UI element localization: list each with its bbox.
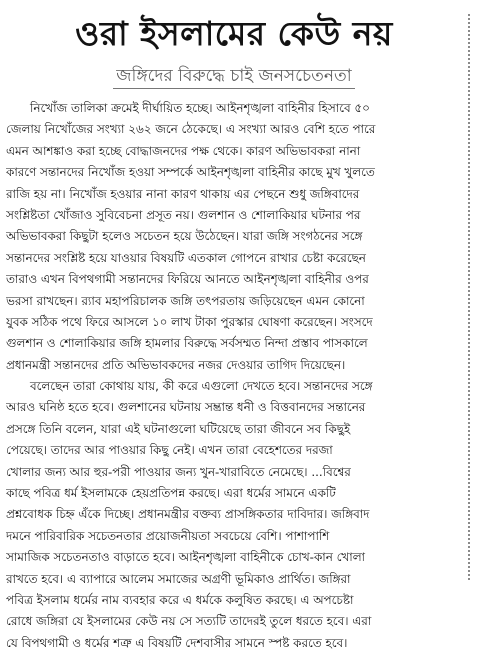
body-line: তারাও এখন বিপথগামী সন্তানদের ফিরিয়ে আনতে আইনশৃঙ্খলা বাহিনীর ওপর (6, 272, 369, 287)
body-line: খোলার জন্য আর হুর-পরী পাওয়ার জন্য খুন-খারাবিতে নেমেছে। ...বিশ্বের (6, 464, 351, 479)
body-line: দমনে পারিবারিক সচেতনতার প্রয়োজনীয়তা সবচেয়ে বেশি। পাশাপাশি (6, 528, 330, 543)
body-line: পবিত্র ইসলাম ধর্মের নাম ব্যবহার করে এ ধর্মকে কলুষিত করছে। এ অপচেষ্টা (6, 592, 354, 607)
subheadline-wrapper (6, 62, 462, 92)
editorial-article (6, 0, 462, 650)
body-line: অভিভাবকরা কিছুটা হলেও সচেতন হয়ে উঠেছেন। যারা জঙ্গি সংগঠনের সঙ্গে (6, 229, 363, 244)
headline: ওরা ইসলামের কেউ নয় (75, 14, 393, 53)
body-line: পেয়েছে। তাদের আর পাওয়ার কিছু নেই। এখন তারা বেহেশতের দরজা (6, 443, 333, 458)
body-line: সংশ্লিষ্টতা খোঁজাও সুবিবেচনা প্রসূত নয়। গুলশান ও শোলাকিয়ার ঘটনার পর (6, 207, 361, 222)
body-line: রাখতে হবে। এ ব্যাপারে আলেম সমাজের অগ্রণী ভূমিকাও প্রার্থিত। জঙ্গিরা (6, 571, 351, 586)
body-line: আরও ঘনিষ্ঠ হতে হবে। গুলশানের ঘটনায় সম্ভ্রান্ত ধনী ও বিত্তবানদের সন্তানের (6, 400, 366, 415)
body-line: রাজি হয় না। নিখোঁজ হওয়ার নানা কারণ থাকায় এর পেছনে শুধু জঙ্গিবাদের (6, 186, 360, 201)
body-line: গুলশান ও শোলাকিয়ার জঙ্গি হামলার বিরুদ্ধে সর্বসম্মত নিন্দা প্রস্তাব পাসকালে (6, 336, 368, 351)
body-line: ভরসা রাখছেন। র‌্যাব মহাপরিচালক জঙ্গি তৎপরতায় জড়িয়েছেন এমন কোনো (6, 293, 365, 308)
body-line: প্রসঙ্গে তিনি বলেন, যারা এই ঘটনাগুলো ঘটিয়েছে তারা জীবনে সব কিছুই (6, 421, 351, 436)
body-line: কারণে সন্তানদের নিখোঁজ হওয়া সম্পর্কে আইনশৃঙ্খলা বাহিনীর কাছে মুখ খুলতে (6, 165, 375, 180)
body-line: যুবক সঠিক পথে ফিরে আসলে ১০ লাখ টাকা পুরস্কার ঘোষণা করেছেন। সংসদে (6, 314, 373, 329)
body-line: জেলায় নিখোঁজের সংখ্যা ২৬২ জনে ঠেকেছে। এ সংখ্যা আরও বেশি হতে পারে (6, 122, 376, 137)
body-line: এমন আশঙ্কাও করা হচ্ছে বোদ্ধাজনদের পক্ষ থেকে। কারণ অভিভাবকরা নানা (6, 143, 361, 158)
body-line: যে বিপথগামী ও ধর্মের শত্রু এ বিষয়টি দেশবাসীর সামনে স্পষ্ট করতে হবে। (6, 635, 348, 650)
body-line: কাছে পবিত্র ধর্ম ইসলামকে হেয়প্রতিপন্ন করছে। এরা ধর্মের সামনে একটি (6, 486, 336, 501)
body-line: সন্তানদের সংশ্লিষ্ট হয়ে যাওয়ার বিষয়টি এতকাল গোপনে রাখার চেষ্টা করেছেন (6, 250, 366, 265)
body-line: প্রশ্নবোধক চিহ্ন এঁকে দিচ্ছে। প্রধানমন্ত্রীর বক্তব্য প্রাসঙ্গিকতার দাবিদার। জঙ্গিবাদ (6, 507, 370, 522)
column-divider (468, 14, 470, 580)
body-line: প্রধানমন্ত্রী সন্তানদের প্রতি অভিভাবকদের নজর দেওয়ার তাগিদ দিয়েছেন। (6, 357, 346, 372)
body-line: বলেছেন তারা কোথায় যায়, কী করে এগুলো দেখতে হবে। সন্তানদের সঙ্গে (30, 379, 373, 394)
article-body (6, 98, 462, 654)
body-line: রোধে জঙ্গিরা যে ইসলামের কেউ নয় সে সত্যটি তাদেরই তুলে ধরতে হবে। এরা (6, 614, 372, 629)
subheadline: জঙ্গিদের বিরুদ্ধে চাই জনসচেতনতা (113, 64, 354, 89)
body-line: সামাজিক সচেতনতাও বাড়াতে হবে। আইনশৃঙ্খলা বাহিনীকে চোখ-কান খোলা (6, 550, 365, 565)
body-line: নিখোঁজ তালিকা ক্রমেই দীর্ঘায়িত হচ্ছে। আইনশৃঙ্খলা বাহিনীর হিসাবে ৫০ (30, 101, 370, 115)
